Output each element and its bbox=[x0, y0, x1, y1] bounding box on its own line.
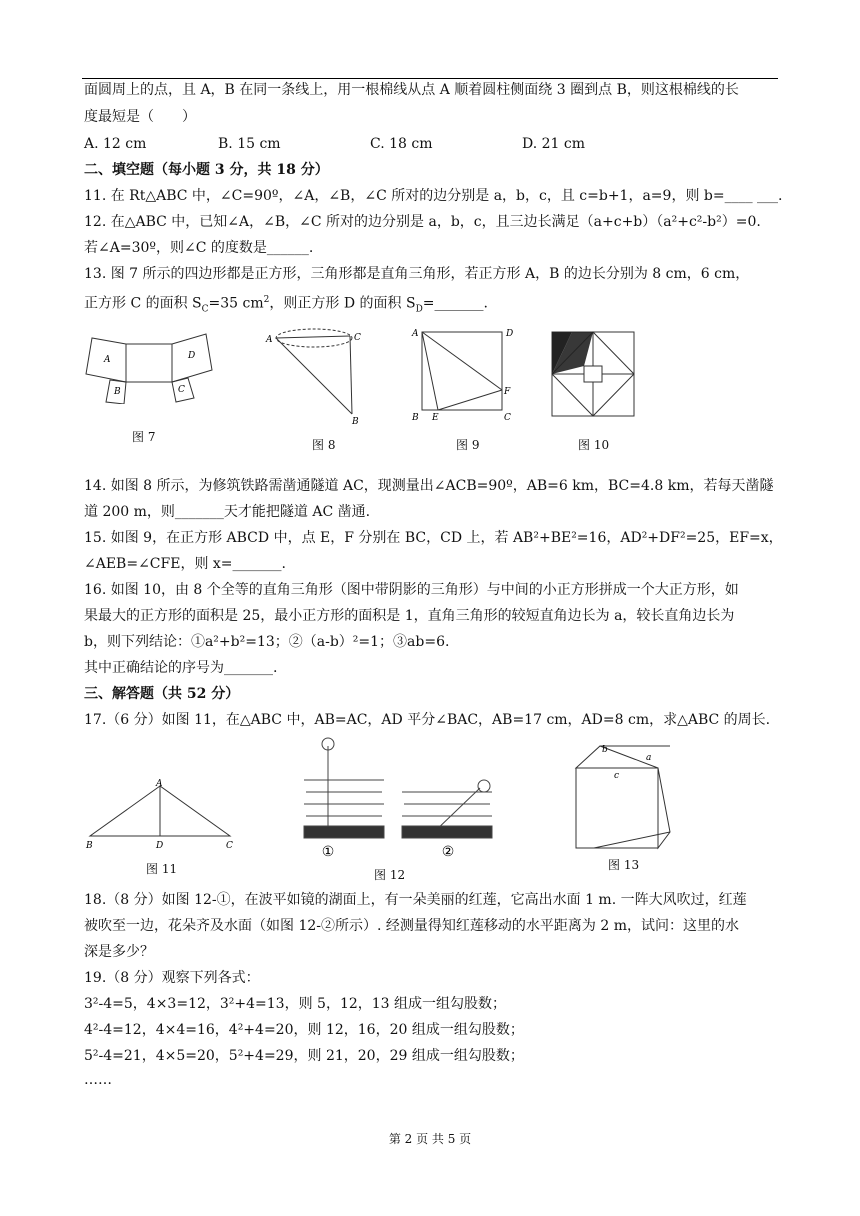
question-17: 17.（6 分）如图 11，在△ABC 中，AB=AC，AD 平分∠BAC，AB=17 cm，AD=8 cm，求△ABC 的周长. bbox=[84, 712, 771, 728]
figure-9 bbox=[408, 324, 518, 428]
fig8-label-a: A bbox=[266, 335, 273, 345]
figure-13 bbox=[570, 740, 680, 852]
question-19-row3: 5²-4=21，4×5=20，5²+4=29，则 21，20，29 组成一组勾股数； bbox=[84, 1048, 524, 1064]
q10-option-a: A. 12 cm bbox=[84, 136, 147, 152]
fig9-label-b: B bbox=[412, 413, 419, 423]
fig7-label-b: B bbox=[114, 387, 121, 397]
fig13-label-a: a bbox=[646, 753, 652, 763]
fig7-label-d: D bbox=[188, 351, 196, 361]
question-18-line3: 深是多少？ bbox=[84, 944, 154, 960]
section-2-heading: 二、填空题（每小题 3 分，共 18 分） bbox=[84, 162, 329, 178]
q10-tail-line1: 面圆周上的点，且 A，B 在同一条线上，用一根棉线从点 A 顺着圆柱侧面绕 3 圈到点 B，则这根棉线的长 bbox=[84, 82, 739, 98]
question-15-line2: ∠AEB=∠CFE，则 x=_______. bbox=[84, 556, 286, 572]
figure-12 bbox=[298, 730, 518, 860]
fig9-label-f: F bbox=[504, 387, 511, 397]
question-12-line2: 若∠A=30º，则∠C 的度数是______. bbox=[84, 240, 314, 256]
section-3-heading: 三、解答题（共 52 分） bbox=[84, 686, 240, 702]
fig8-label-b: B bbox=[352, 417, 359, 427]
question-16-line3: b，则下列结论：①a²+b²=13；②（a-b）²=1；③ab=6. bbox=[84, 634, 450, 650]
page-footer: 第 2 页 共 5 页 bbox=[388, 1132, 472, 1146]
figure-10 bbox=[548, 328, 638, 420]
fig13-label-b: b bbox=[602, 745, 608, 755]
fig9-caption: 图 9 bbox=[456, 438, 480, 452]
fig13-caption: 图 13 bbox=[608, 858, 640, 872]
question-14-line1: 14. 如图 8 所示，为修筑铁路需凿通隧道 AC，现测量出∠ACB=90º，AB=6 km，BC=4.8 km，若每天凿隧 bbox=[84, 478, 774, 494]
question-16-line2: 果最大的正方形的面积是 25，最小正方形的面积是 1，直角三角形的较短直角边长为 a，较长直角边长为 bbox=[84, 608, 735, 624]
question-18-line2: 被吹至一边，花朵齐及水面（如图 12-②所示）. 经测量得知红莲移动的水平距离为 2 m，试问：这里的水 bbox=[84, 918, 739, 934]
question-19: 19.（8 分）观察下列各式： bbox=[84, 970, 260, 986]
q10-option-c: C. 18 cm bbox=[370, 136, 433, 152]
fig12-caption: 图 12 bbox=[374, 868, 406, 882]
fig8-caption: 图 8 bbox=[312, 438, 336, 452]
fig9-label-d: D bbox=[506, 329, 514, 339]
q10-option-d: D. 21 cm bbox=[522, 136, 586, 152]
fig11-caption: 图 11 bbox=[146, 862, 178, 876]
fig11-label-b: B bbox=[86, 841, 93, 850]
question-14-line2: 道 200 m，则_______天才能把隧道 AC 凿通. bbox=[84, 504, 371, 520]
fig12-label-1: ① bbox=[321, 844, 335, 860]
figure-7 bbox=[84, 322, 214, 404]
question-16-line1: 16. 如图 10，由 8 个全等的直角三角形（图中带阴影的三角形）与中间的小正方形拼成一个大正方形，如 bbox=[84, 582, 739, 598]
question-19-ellipsis: …… bbox=[84, 1072, 112, 1088]
fig11-label-d: D bbox=[156, 841, 164, 850]
top-rule bbox=[82, 78, 778, 79]
fig7-label-a: A bbox=[104, 355, 111, 365]
fig7-caption: 图 7 bbox=[132, 430, 156, 444]
question-19-row1: 3²-4=5，4×3=12，3²+4=13，则 5，12，13 组成一组勾股数； bbox=[84, 996, 507, 1012]
question-13-line1: 13. 图 7 所示的四边形都是正方形，三角形都是直角三角形，若正方形 A，B 的边长分别为 8 cm，6 cm， bbox=[84, 266, 750, 282]
question-11: 11. 在 Rt△ABC 中，∠C=90º，∠A，∠B，∠C 所对的边分别是 a，b，c，且 c=b+1，a=9，则 b=____ ___. bbox=[84, 188, 783, 204]
fig12-label-2: ② bbox=[441, 844, 455, 860]
fig11-label-a: A bbox=[156, 779, 163, 789]
fig10-caption: 图 10 bbox=[578, 438, 610, 452]
fig7-label-c: C bbox=[178, 385, 185, 395]
fig9-label-e: E bbox=[432, 413, 439, 423]
question-19-row2: 4²-4=12，4×4=16，4²+4=20，则 12，16，20 组成一组勾股数； bbox=[84, 1022, 524, 1038]
question-15-line1: 15. 如图 9，在正方形 ABCD 中，点 E，F 分别在 BC，CD 上，若 AB²+BE²=16，AD²+DF²=25，EF=x， bbox=[84, 530, 783, 546]
question-13-line2: 正方形 C 的面积 $S_C=35$ $cm^2$，则正方形 D 的面积 $S_D=\_\_\_\_\_\_\_$. bbox=[84, 295, 488, 315]
fig11-label-c: C bbox=[226, 841, 233, 850]
figure-11 bbox=[84, 778, 244, 850]
question-18-line1: 18.（8 分）如图 12-①，在波平如镜的湖面上，有一朵美丽的红莲，它高出水面 1 m. 一阵大风吹过，红莲 bbox=[84, 892, 747, 908]
q10-tail-line2: 度最短是（ ） bbox=[84, 109, 196, 125]
fig9-label-a: A bbox=[412, 329, 419, 339]
fig9-label-c: C bbox=[504, 413, 511, 423]
figure-8 bbox=[262, 324, 372, 428]
fig8-label-c: C bbox=[354, 333, 361, 343]
question-16-line4: 其中正确结论的序号为_______. bbox=[84, 660, 278, 676]
question-12-line1: 12. 在△ABC 中，已知∠A，∠B，∠C 所对的边分别是 a，b，c，且三边长满足（a+c+b）（a²+c²-b²）=0. bbox=[84, 214, 761, 230]
fig13-label-c: c bbox=[614, 771, 620, 781]
q10-option-b: B. 15 cm bbox=[218, 136, 281, 152]
